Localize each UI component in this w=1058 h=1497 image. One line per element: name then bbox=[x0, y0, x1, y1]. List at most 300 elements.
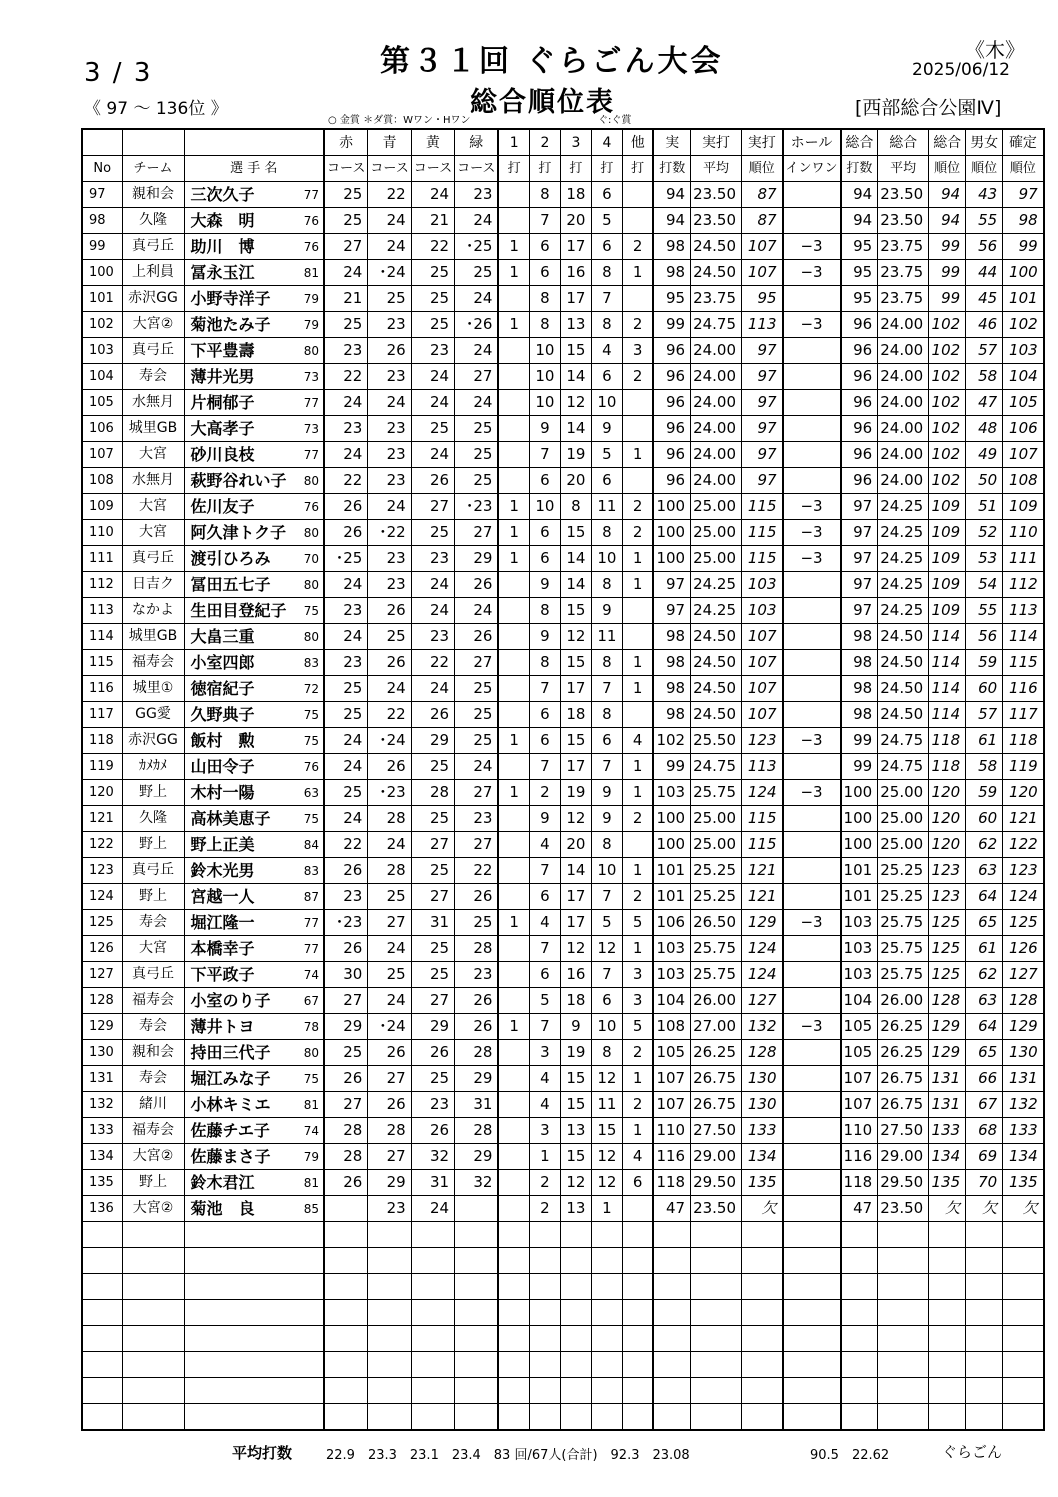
gender-rank: 54 bbox=[966, 572, 1003, 598]
total-rank: 118 bbox=[929, 754, 966, 780]
player-cell bbox=[184, 650, 324, 676]
gender-rank: 62 bbox=[966, 832, 1003, 858]
player-name: 佐川友子 bbox=[190, 497, 255, 516]
stroke-count: 9 bbox=[529, 806, 560, 832]
stroke-count bbox=[498, 364, 529, 390]
stroke-count: 13 bbox=[560, 312, 591, 338]
course-score: 25 bbox=[368, 286, 411, 312]
total-strokes: 94 bbox=[841, 208, 878, 234]
player-cell bbox=[184, 182, 324, 208]
total-strokes: 103 bbox=[841, 936, 878, 962]
total-average: 24.25 bbox=[878, 546, 929, 572]
column-header: 打 bbox=[560, 156, 591, 182]
actual-average: 23.50 bbox=[691, 208, 742, 234]
course-score: 24 bbox=[411, 676, 454, 702]
player-age: 81 bbox=[303, 266, 319, 280]
total-average: 23.50 bbox=[878, 182, 929, 208]
empty-cell bbox=[455, 1404, 499, 1431]
team-name: 赤沢GG bbox=[122, 728, 184, 754]
course-score: 24 bbox=[324, 442, 368, 468]
stroke-count bbox=[498, 702, 529, 728]
course-score: 25 bbox=[411, 858, 454, 884]
total-average: 24.50 bbox=[878, 624, 929, 650]
course-score: 24 bbox=[411, 364, 454, 390]
gender-rank: 67 bbox=[966, 1092, 1003, 1118]
empty-cell bbox=[455, 1378, 499, 1404]
actual-average: 25.00 bbox=[691, 806, 742, 832]
stroke-count bbox=[498, 832, 529, 858]
team-name: ｶﾒｶﾒ bbox=[122, 754, 184, 780]
table-row bbox=[82, 1066, 1044, 1092]
total-strokes: 99 bbox=[841, 754, 878, 780]
empty-cell bbox=[966, 1352, 1003, 1378]
stroke-count: 17 bbox=[560, 286, 591, 312]
gender-rank: 61 bbox=[966, 936, 1003, 962]
empty-cell bbox=[653, 1378, 690, 1404]
total-average: 24.00 bbox=[878, 416, 929, 442]
stroke-count bbox=[498, 1066, 529, 1092]
empty-cell bbox=[622, 1222, 653, 1248]
stroke-count: 18 bbox=[560, 988, 591, 1014]
empty-cell bbox=[966, 1274, 1003, 1300]
player-name: 野上正美 bbox=[190, 835, 255, 854]
player-name: 小野寺洋子 bbox=[190, 289, 271, 308]
course-score: 24 bbox=[324, 728, 368, 754]
gender-rank: 56 bbox=[966, 624, 1003, 650]
stroke-count: 4 bbox=[622, 1144, 653, 1170]
actual-average: 23.75 bbox=[691, 286, 742, 312]
stroke-count bbox=[498, 962, 529, 988]
stroke-count: 12 bbox=[560, 1170, 591, 1196]
gender-rank: 59 bbox=[966, 650, 1003, 676]
course-score: 26 bbox=[411, 1040, 454, 1066]
stroke-count bbox=[622, 832, 653, 858]
stroke-count: 8 bbox=[529, 598, 560, 624]
empty-cell bbox=[691, 1300, 742, 1326]
team-name: 真弓丘 bbox=[122, 858, 184, 884]
player-age: 77 bbox=[303, 448, 319, 462]
final-rank: 131 bbox=[1003, 1066, 1044, 1092]
table-row bbox=[82, 416, 1044, 442]
stroke-count: 20 bbox=[560, 832, 591, 858]
total-average: 24.00 bbox=[878, 442, 929, 468]
course-score: ･24 bbox=[368, 1014, 411, 1040]
stroke-count: 5 bbox=[622, 1014, 653, 1040]
empty-cell bbox=[742, 1378, 783, 1404]
column-header: 1 bbox=[498, 129, 529, 156]
gender-rank: 63 bbox=[966, 858, 1003, 884]
hole-in-one bbox=[783, 1170, 841, 1196]
team-name: 寿会 bbox=[122, 910, 184, 936]
empty-cell bbox=[929, 1326, 966, 1352]
course-score: 31 bbox=[411, 910, 454, 936]
total-average: 25.75 bbox=[878, 936, 929, 962]
final-rank: 112 bbox=[1003, 572, 1044, 598]
course-score: 23 bbox=[455, 806, 499, 832]
row-number: 125 bbox=[82, 910, 122, 936]
total-rank: 120 bbox=[929, 806, 966, 832]
player-cell bbox=[184, 624, 324, 650]
course-score: 29 bbox=[455, 1144, 499, 1170]
course-score: 25 bbox=[411, 416, 454, 442]
player-cell bbox=[184, 1014, 324, 1040]
course-score: 26 bbox=[324, 1170, 368, 1196]
empty-cell bbox=[841, 1222, 878, 1248]
empty-cell bbox=[184, 1248, 324, 1274]
stroke-count: 6 bbox=[529, 546, 560, 572]
column-header: 確定 bbox=[1003, 129, 1044, 156]
team-name: 上利員 bbox=[122, 260, 184, 286]
actual-average: 24.50 bbox=[691, 234, 742, 260]
actual-rank: 134 bbox=[742, 1144, 783, 1170]
course-score: 27 bbox=[411, 884, 454, 910]
stroke-count: 17 bbox=[560, 234, 591, 260]
column-header: 平均 bbox=[691, 156, 742, 182]
course-score: 28 bbox=[324, 1144, 368, 1170]
actual-rank: 132 bbox=[742, 1014, 783, 1040]
empty-cell bbox=[622, 1378, 653, 1404]
empty-cell bbox=[82, 1404, 122, 1431]
actual-average: 26.75 bbox=[691, 1066, 742, 1092]
course-score: 25 bbox=[411, 962, 454, 988]
course-score: 28 bbox=[368, 858, 411, 884]
player-cell bbox=[184, 988, 324, 1014]
course-score: 25 bbox=[324, 676, 368, 702]
player-name: 砂川良枝 bbox=[190, 445, 255, 464]
course-score: 26 bbox=[368, 650, 411, 676]
stroke-count bbox=[498, 884, 529, 910]
gender-rank: 59 bbox=[966, 780, 1003, 806]
course-score: 27 bbox=[411, 988, 454, 1014]
row-number: 99 bbox=[82, 234, 122, 260]
stroke-count: 10 bbox=[591, 390, 622, 416]
award-legend: ○ 金賞 ＊ダ賞：Wワン・Hワン bbox=[328, 115, 471, 126]
player-age: 79 bbox=[303, 292, 319, 306]
gender-rank: 46 bbox=[966, 312, 1003, 338]
stroke-count: 9 bbox=[529, 572, 560, 598]
total-rank: 131 bbox=[929, 1092, 966, 1118]
actual-rank: 127 bbox=[742, 988, 783, 1014]
gender-rank: 48 bbox=[966, 416, 1003, 442]
empty-cell bbox=[691, 1248, 742, 1274]
total-average: 25.00 bbox=[878, 780, 929, 806]
team-name: 城里GB bbox=[122, 624, 184, 650]
empty-cell bbox=[411, 1300, 454, 1326]
column-header: 打 bbox=[498, 156, 529, 182]
column-header: 黄 bbox=[411, 129, 454, 156]
stroke-count: 1 bbox=[622, 1118, 653, 1144]
final-rank: 130 bbox=[1003, 1040, 1044, 1066]
course-score: 25 bbox=[324, 208, 368, 234]
actual-strokes: 100 bbox=[653, 806, 690, 832]
actual-strokes: 102 bbox=[653, 728, 690, 754]
hole-in-one: −3 bbox=[783, 546, 841, 572]
gender-rank: 63 bbox=[966, 988, 1003, 1014]
total-average: 25.75 bbox=[878, 962, 929, 988]
stroke-count: 1 bbox=[498, 494, 529, 520]
row-number: 128 bbox=[82, 988, 122, 1014]
actual-rank: 130 bbox=[742, 1066, 783, 1092]
actual-average: 29.50 bbox=[691, 1170, 742, 1196]
course-score: 28 bbox=[455, 1040, 499, 1066]
player-name: 渡引ひろみ bbox=[190, 549, 271, 568]
empty-cell bbox=[498, 1300, 529, 1326]
empty-cell bbox=[742, 1248, 783, 1274]
team-name: 真弓丘 bbox=[122, 546, 184, 572]
course-score: 26 bbox=[324, 494, 368, 520]
course-score: 26 bbox=[368, 1040, 411, 1066]
empty-cell bbox=[529, 1378, 560, 1404]
empty-cell bbox=[622, 1248, 653, 1274]
stroke-count: 8 bbox=[591, 520, 622, 546]
hole-in-one: −3 bbox=[783, 728, 841, 754]
table-row bbox=[82, 260, 1044, 286]
table-row bbox=[82, 1196, 1044, 1222]
stroke-count bbox=[498, 1196, 529, 1222]
empty-cell bbox=[742, 1404, 783, 1431]
team-name: 赤沢GG bbox=[122, 286, 184, 312]
table-row bbox=[82, 858, 1044, 884]
total-rank: 109 bbox=[929, 572, 966, 598]
total-strokes: 101 bbox=[841, 884, 878, 910]
empty-cell bbox=[82, 1300, 122, 1326]
player-name: 久野典子 bbox=[190, 705, 255, 724]
total-rank: 129 bbox=[929, 1014, 966, 1040]
hole-in-one bbox=[783, 1066, 841, 1092]
total-strokes: 98 bbox=[841, 650, 878, 676]
empty-cell bbox=[498, 1378, 529, 1404]
total-strokes: 97 bbox=[841, 520, 878, 546]
actual-average: 24.50 bbox=[691, 676, 742, 702]
hole-in-one bbox=[783, 364, 841, 390]
actual-strokes: 116 bbox=[653, 1144, 690, 1170]
stroke-count: 1 bbox=[622, 260, 653, 286]
empty-cell bbox=[966, 1404, 1003, 1431]
stroke-count: 6 bbox=[529, 468, 560, 494]
empty-cell bbox=[368, 1326, 411, 1352]
column-header: 実 bbox=[653, 129, 690, 156]
player-name: 阿久津トク子 bbox=[190, 523, 287, 542]
actual-strokes: 94 bbox=[653, 208, 690, 234]
total-rank: 102 bbox=[929, 416, 966, 442]
player-age: 77 bbox=[303, 942, 319, 956]
table-row bbox=[82, 1014, 1044, 1040]
table-row bbox=[82, 390, 1044, 416]
gender-rank: 43 bbox=[966, 182, 1003, 208]
row-number: 131 bbox=[82, 1066, 122, 1092]
stroke-count: 15 bbox=[560, 338, 591, 364]
player-cell bbox=[184, 962, 324, 988]
course-score: 22 bbox=[411, 234, 454, 260]
player-age: 80 bbox=[303, 344, 319, 358]
final-rank: 103 bbox=[1003, 338, 1044, 364]
empty-cell bbox=[122, 1300, 184, 1326]
total-rank: 125 bbox=[929, 910, 966, 936]
player-name: 下平政子 bbox=[190, 965, 255, 984]
course-score: 24 bbox=[368, 936, 411, 962]
total-average: 26.75 bbox=[878, 1092, 929, 1118]
row-number: 106 bbox=[82, 416, 122, 442]
team-name: 福寿会 bbox=[122, 1118, 184, 1144]
course-score: 24 bbox=[455, 338, 499, 364]
hole-in-one bbox=[783, 806, 841, 832]
column-header: 打 bbox=[622, 156, 653, 182]
player-cell bbox=[184, 1040, 324, 1066]
total-rank: 109 bbox=[929, 494, 966, 520]
total-average: 29.00 bbox=[878, 1144, 929, 1170]
course-score: ･26 bbox=[455, 312, 499, 338]
empty-cell bbox=[411, 1222, 454, 1248]
player-cell bbox=[184, 260, 324, 286]
course-score: 24 bbox=[455, 286, 499, 312]
course-score: 25 bbox=[411, 520, 454, 546]
actual-strokes: 98 bbox=[653, 234, 690, 260]
player-age: 80 bbox=[303, 526, 319, 540]
gender-rank: 69 bbox=[966, 1144, 1003, 1170]
empty-cell bbox=[783, 1378, 841, 1404]
course-score: 23 bbox=[368, 364, 411, 390]
course-score: 24 bbox=[411, 598, 454, 624]
stroke-count: 5 bbox=[591, 910, 622, 936]
footer-average-label: 平均打数 bbox=[232, 1444, 293, 1462]
course-score: 31 bbox=[411, 1170, 454, 1196]
course-score: 22 bbox=[324, 364, 368, 390]
actual-average: 24.75 bbox=[691, 754, 742, 780]
stroke-count: 18 bbox=[560, 702, 591, 728]
player-name: 大畠三重 bbox=[190, 627, 255, 646]
gender-rank: 58 bbox=[966, 754, 1003, 780]
course-score: 32 bbox=[411, 1144, 454, 1170]
actual-strokes: 96 bbox=[653, 390, 690, 416]
total-average: 24.50 bbox=[878, 702, 929, 728]
stroke-count: 7 bbox=[591, 962, 622, 988]
player-cell bbox=[184, 208, 324, 234]
total-average: 25.00 bbox=[878, 806, 929, 832]
actual-rank: 97 bbox=[742, 338, 783, 364]
actual-rank: 124 bbox=[742, 962, 783, 988]
course-score: 27 bbox=[455, 650, 499, 676]
total-strokes: 100 bbox=[841, 806, 878, 832]
course-score: 25 bbox=[411, 260, 454, 286]
stroke-count: 17 bbox=[560, 676, 591, 702]
stroke-count: 2 bbox=[622, 312, 653, 338]
stroke-count: 20 bbox=[560, 208, 591, 234]
empty-cell bbox=[560, 1300, 591, 1326]
course-score: 24 bbox=[455, 390, 499, 416]
total-strokes: 96 bbox=[841, 416, 878, 442]
actual-strokes: 97 bbox=[653, 572, 690, 598]
stroke-count: 15 bbox=[591, 1118, 622, 1144]
actual-average: 24.50 bbox=[691, 702, 742, 728]
team-name: 野上 bbox=[122, 780, 184, 806]
stroke-count: 2 bbox=[622, 234, 653, 260]
table-row bbox=[82, 702, 1044, 728]
stroke-count: 12 bbox=[560, 936, 591, 962]
course-score: 25 bbox=[411, 312, 454, 338]
stroke-count: 1 bbox=[498, 234, 529, 260]
course-score: 27 bbox=[411, 832, 454, 858]
course-score: 26 bbox=[324, 520, 368, 546]
row-number: 134 bbox=[82, 1144, 122, 1170]
stroke-count: 17 bbox=[560, 754, 591, 780]
stroke-count: 2 bbox=[529, 780, 560, 806]
gender-rank: 56 bbox=[966, 234, 1003, 260]
actual-rank: 129 bbox=[742, 910, 783, 936]
course-score: 23 bbox=[324, 650, 368, 676]
total-strokes: 104 bbox=[841, 988, 878, 1014]
row-number: 121 bbox=[82, 806, 122, 832]
course-score: 26 bbox=[324, 1066, 368, 1092]
player-cell bbox=[184, 286, 324, 312]
player-name: 大高孝子 bbox=[190, 419, 255, 438]
player-name: 冨永玉江 bbox=[190, 263, 255, 282]
stroke-count: 6 bbox=[529, 520, 560, 546]
actual-average: 26.00 bbox=[691, 988, 742, 1014]
column-header: 赤 bbox=[324, 129, 368, 156]
final-rank: 114 bbox=[1003, 624, 1044, 650]
empty-row bbox=[82, 1404, 1044, 1431]
empty-row bbox=[82, 1222, 1044, 1248]
stroke-count: 10 bbox=[529, 390, 560, 416]
course-score: 25 bbox=[411, 286, 454, 312]
empty-cell bbox=[324, 1300, 368, 1326]
total-average: 23.75 bbox=[878, 286, 929, 312]
gender-rank: 57 bbox=[966, 702, 1003, 728]
row-number: 135 bbox=[82, 1170, 122, 1196]
stroke-count: 19 bbox=[560, 442, 591, 468]
total-strokes: 97 bbox=[841, 598, 878, 624]
player-cell bbox=[184, 468, 324, 494]
stroke-count: 2 bbox=[622, 806, 653, 832]
stroke-count: 15 bbox=[560, 520, 591, 546]
row-number: 113 bbox=[82, 598, 122, 624]
course-score: 22 bbox=[411, 650, 454, 676]
stroke-count: 9 bbox=[591, 780, 622, 806]
player-name: 三次久子 bbox=[190, 185, 255, 204]
gender-rank: 53 bbox=[966, 546, 1003, 572]
hole-in-one bbox=[783, 936, 841, 962]
row-number: 127 bbox=[82, 962, 122, 988]
stroke-count: 8 bbox=[591, 572, 622, 598]
empty-cell bbox=[1003, 1352, 1044, 1378]
empty-cell bbox=[455, 1274, 499, 1300]
course-score: 24 bbox=[368, 832, 411, 858]
player-name: 佐藤まさ子 bbox=[190, 1147, 271, 1166]
player-age: 75 bbox=[303, 604, 319, 618]
empty-cell bbox=[1003, 1248, 1044, 1274]
stroke-count: 9 bbox=[591, 416, 622, 442]
empty-cell bbox=[455, 1248, 499, 1274]
empty-cell bbox=[878, 1404, 929, 1431]
stroke-count bbox=[498, 806, 529, 832]
stroke-count: 15 bbox=[560, 1066, 591, 1092]
stroke-count: 1 bbox=[529, 1144, 560, 1170]
player-age: 87 bbox=[303, 890, 319, 904]
stroke-count: 6 bbox=[529, 702, 560, 728]
row-number: 124 bbox=[82, 884, 122, 910]
actual-strokes: 98 bbox=[653, 624, 690, 650]
empty-cell bbox=[498, 1248, 529, 1274]
empty-cell bbox=[966, 1248, 1003, 1274]
stroke-count bbox=[622, 624, 653, 650]
hole-in-one: −3 bbox=[783, 494, 841, 520]
table-row bbox=[82, 520, 1044, 546]
stroke-count: 1 bbox=[622, 676, 653, 702]
actual-average: 24.75 bbox=[691, 312, 742, 338]
hole-in-one bbox=[783, 988, 841, 1014]
hole-in-one: −3 bbox=[783, 234, 841, 260]
final-rank: 102 bbox=[1003, 312, 1044, 338]
